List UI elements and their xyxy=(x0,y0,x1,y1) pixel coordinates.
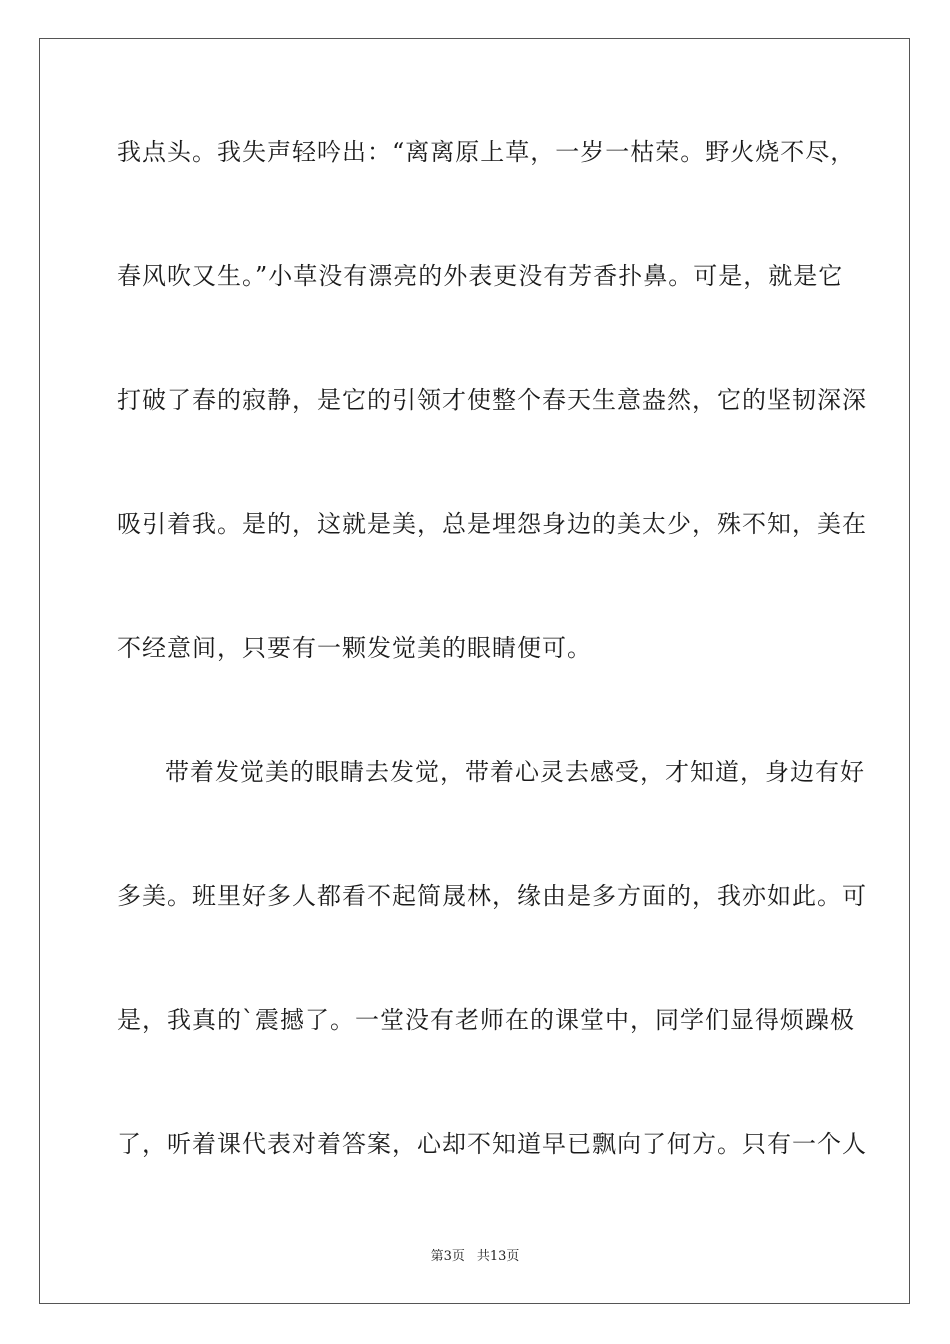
text-line: 打破了春的寂静，是它的引领才使整个春天生意盎然，它的坚韧深深 xyxy=(117,386,867,414)
text-line: 是，我真的`震撼了。一堂没有老师在的课堂中，同学们显得烦躁极 xyxy=(117,1006,855,1034)
page-number: 第3页 xyxy=(430,1249,465,1264)
page-total: 共13页 xyxy=(476,1249,520,1264)
text-line: 我点头。我失声轻吟出：“离离原上草，一岁一枯荣。野火烧不尽， xyxy=(117,138,856,166)
text-line: 吸引着我。是的，这就是美，总是埋怨身边的美太少，殊不知，美在 xyxy=(117,510,867,538)
page-border xyxy=(39,38,910,1304)
text-line: 春风吹又生。”小草没有漂亮的外表更没有芳香扑鼻。可是，就是它 xyxy=(117,262,844,290)
text-line: 多美。班里好多人都看不起简晟林，缘由是多方面的，我亦如此。可 xyxy=(117,882,867,910)
paragraph-first-line: 带着发觉美的眼睛去发觉，带着心灵去感受，才知道，身边有好 xyxy=(165,758,865,786)
page-footer xyxy=(0,1248,950,1266)
text-line: 不经意间，只要有一颗发觉美的眼睛便可。 xyxy=(117,634,592,662)
text-line: 了，听着课代表对着答案，心却不知道早已飘向了何方。只有一个人 xyxy=(117,1130,867,1158)
